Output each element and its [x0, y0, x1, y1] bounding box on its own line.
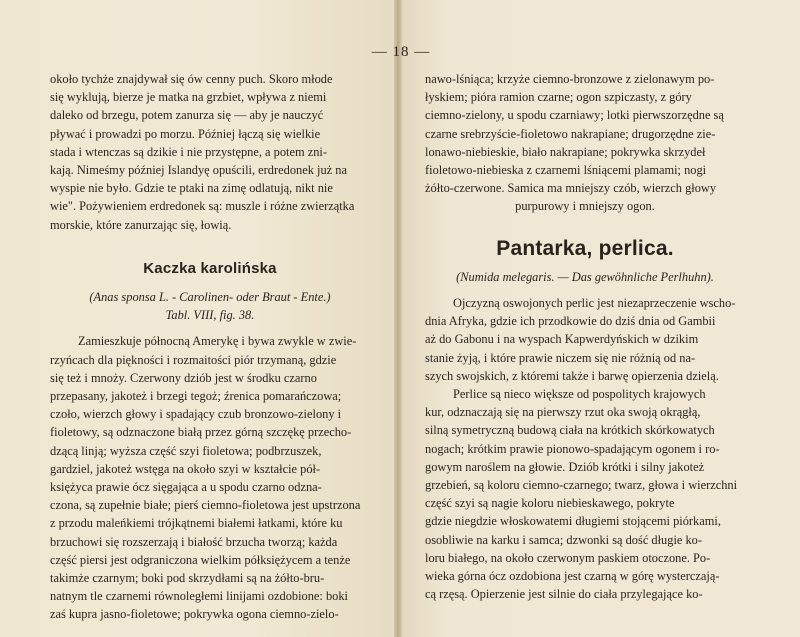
text-line: wie". Pożywieniem erdredonek są: muszle i różne zwierzątka [50, 199, 355, 214]
text-line: czona, są zupełnie białe; pierś ciemno-fioletowa jest upstrzona [50, 498, 361, 513]
text-line: z przodu maleńkiemi trójkątnemi białemi łatkami, które ku [50, 516, 343, 531]
text-line: lonawo-niebieskie, biało nakrapiane; pokrywka skrzydeł [425, 144, 706, 159]
book-gutter [394, 0, 402, 637]
text-line: osobliwie na karku i samca; dzwonki są dość długie ko- [425, 532, 703, 547]
plate-reference: Tabl. VIII, fig. 38. [165, 308, 255, 323]
text-line: fioletowo-niebieska z czarnemi lśniącemi plamami; nogi [425, 163, 707, 178]
text-line: stada i wtenczas są dzikie i nie przystępne, a potem zni- [50, 144, 327, 159]
text-line: gowym naroślem na głowie. Dziób krótki i silny jakoteż [425, 459, 705, 474]
text-line: dzącą linją; wyższa część szyi fioletowa; podbrzuszek, [50, 443, 322, 458]
left-body-paragraph [50, 332, 370, 623]
species-subtitle: (Anas sponsa L. - Carolinen- oder Braut - Ente.) [89, 290, 331, 305]
text-line: morskie, które zanurzając się, łowią. [50, 217, 232, 232]
text-line: wieka górna ócz ozdobiona jest czarną w górę wysterczają- [425, 569, 720, 584]
section-heading: Kaczka karolińska [143, 259, 277, 277]
text-line: aż do Gabonu i na wyspach Kapwerdyńskich w dzikim [425, 332, 699, 347]
text-line: natnym tle czarnemi równoległemi linijami ozdobione: boki [50, 589, 348, 604]
text-line: takimże czarnym; boki pod skrzydłami są na żółto-bru- [50, 571, 325, 586]
text-line: kur, odznaczają się na pierwszy rzut oka swoją okrągłą, [425, 405, 701, 420]
text-line: kają. Nimeśmy później Islandyę opuścili, erdredonek już na [50, 163, 347, 178]
text-line: się wyklują, bierze je matka na grzbiet, wpływa z niemi [50, 90, 327, 105]
section-heading: Pantarka, perlica. [496, 236, 674, 260]
text-line: gardziel, jakoteż wstęga na około szyi w kształcie pół- [50, 461, 321, 476]
text-line: zaś kupra jasno-fioletowe; pokrywka ogona ciemno-zielo- [50, 607, 339, 622]
right-top-paragraph [425, 70, 745, 216]
text-line: grzebień, są koloru ciemno-czarnego; twarz, głowa i wierzchni [425, 478, 738, 493]
text-line: się też i mnoży. Czerwony dziób jest w środku czarno [50, 370, 317, 385]
text-line: przepasany, jakoteż i brzegi tegoż; źrenica pomarańczowa; [50, 389, 342, 404]
text-line: gdzie niegdzie włoskowatemi długiemi stojącemi piórkami, [425, 514, 721, 529]
text-line: Ojczyzną oswojonych perlic jest niezaprzeczenie wscho- [453, 296, 736, 311]
right-column [425, 70, 745, 603]
text-line: szych swojskich, z któremi także i barwę opierzenia dzielą. [425, 368, 719, 383]
text-line: loru białego, na około czerwonym paskiem otoczone. Po- [425, 550, 711, 565]
text-line: brzuchowi się rozszerzają i białość brzucha tworzą; każda [50, 534, 338, 549]
text-line: Perlice są nieco większe od pospolitych krajowych [453, 387, 706, 402]
text-line: nawo-lśniąca; krzyże ciemno-bronzowe z zielonawym po- [425, 72, 715, 86]
page-number: — 18 — [371, 44, 431, 60]
text-line: silną symetryczną budową ciała na krótkich skórkowatych [425, 423, 715, 438]
text-line: ciemno-zielony, u spodu czarniawy; lotki pierwszorzędne są [425, 108, 724, 123]
text-line: nogach; krótkim prawie pionowo-spadającym ogonem i ro- [425, 441, 720, 456]
text-line: Zamieszkuje północną Amerykę i bywa zwykle w zwie- [78, 334, 357, 349]
text-line: dnia Afryka, gdzie ich przodkowie do dziś dnia od Gambii [425, 314, 716, 329]
text-line: pływać i prowadzi po morzu. Później łączą się wielkie [50, 126, 321, 141]
text-line: łyskiem; pióra ramion czarne; ogon szpiczasty, z góry [425, 90, 692, 105]
species-subtitle: (Numida melegaris. — Das gewöhnliche Perlhuhn). [456, 269, 714, 284]
text-line: żółto-czerwone. Samica ma mniejszy czób, wierzch głowy [425, 181, 717, 196]
left-column [50, 70, 370, 624]
text-line: wyspie nie było. Gdzie te ptaki na zimę odlatują, nikt nie [50, 181, 333, 196]
right-body-paragraph [425, 294, 745, 603]
text-line: czarne srebrzyście-fioletowo nakrapiane; drugorzędne zie- [425, 126, 716, 141]
text-line: około tychże znajdywał się ów cenny puch. Skoro młode [50, 72, 333, 86]
text-line: część piersi jest odgraniczona wielkim półksiężycem a tenże [50, 552, 351, 567]
text-line: cą rzęsą. Opierzenie jest silnie do ciała przylegające ko- [425, 587, 703, 602]
text-line: część szyi są nagie koloru niebieskawego, pokryte [425, 496, 675, 511]
text-line: rzyńcach dla piękności i rozmaitości piór trzymaną, gdzie [50, 352, 337, 367]
left-top-paragraph [50, 70, 370, 234]
text-line: daleko od brzegu, potem zanurza się — aby je nauczyć [50, 108, 324, 123]
text-line: fioletowy, są odznaczone białą przez górną szczękę przecho- [50, 425, 352, 440]
text-line: księżyca prawie ócz sięgająca a u spodu czarno odzna- [50, 480, 322, 495]
text-line: purpurowy i mniejszy ogon. [515, 199, 655, 214]
text-line: czoło, wierzch głowy i spadający czub bronzowo-zielony i [50, 407, 342, 422]
text-line: stanie żyją, i które prawie niczem się nie różnią od na- [425, 350, 696, 365]
